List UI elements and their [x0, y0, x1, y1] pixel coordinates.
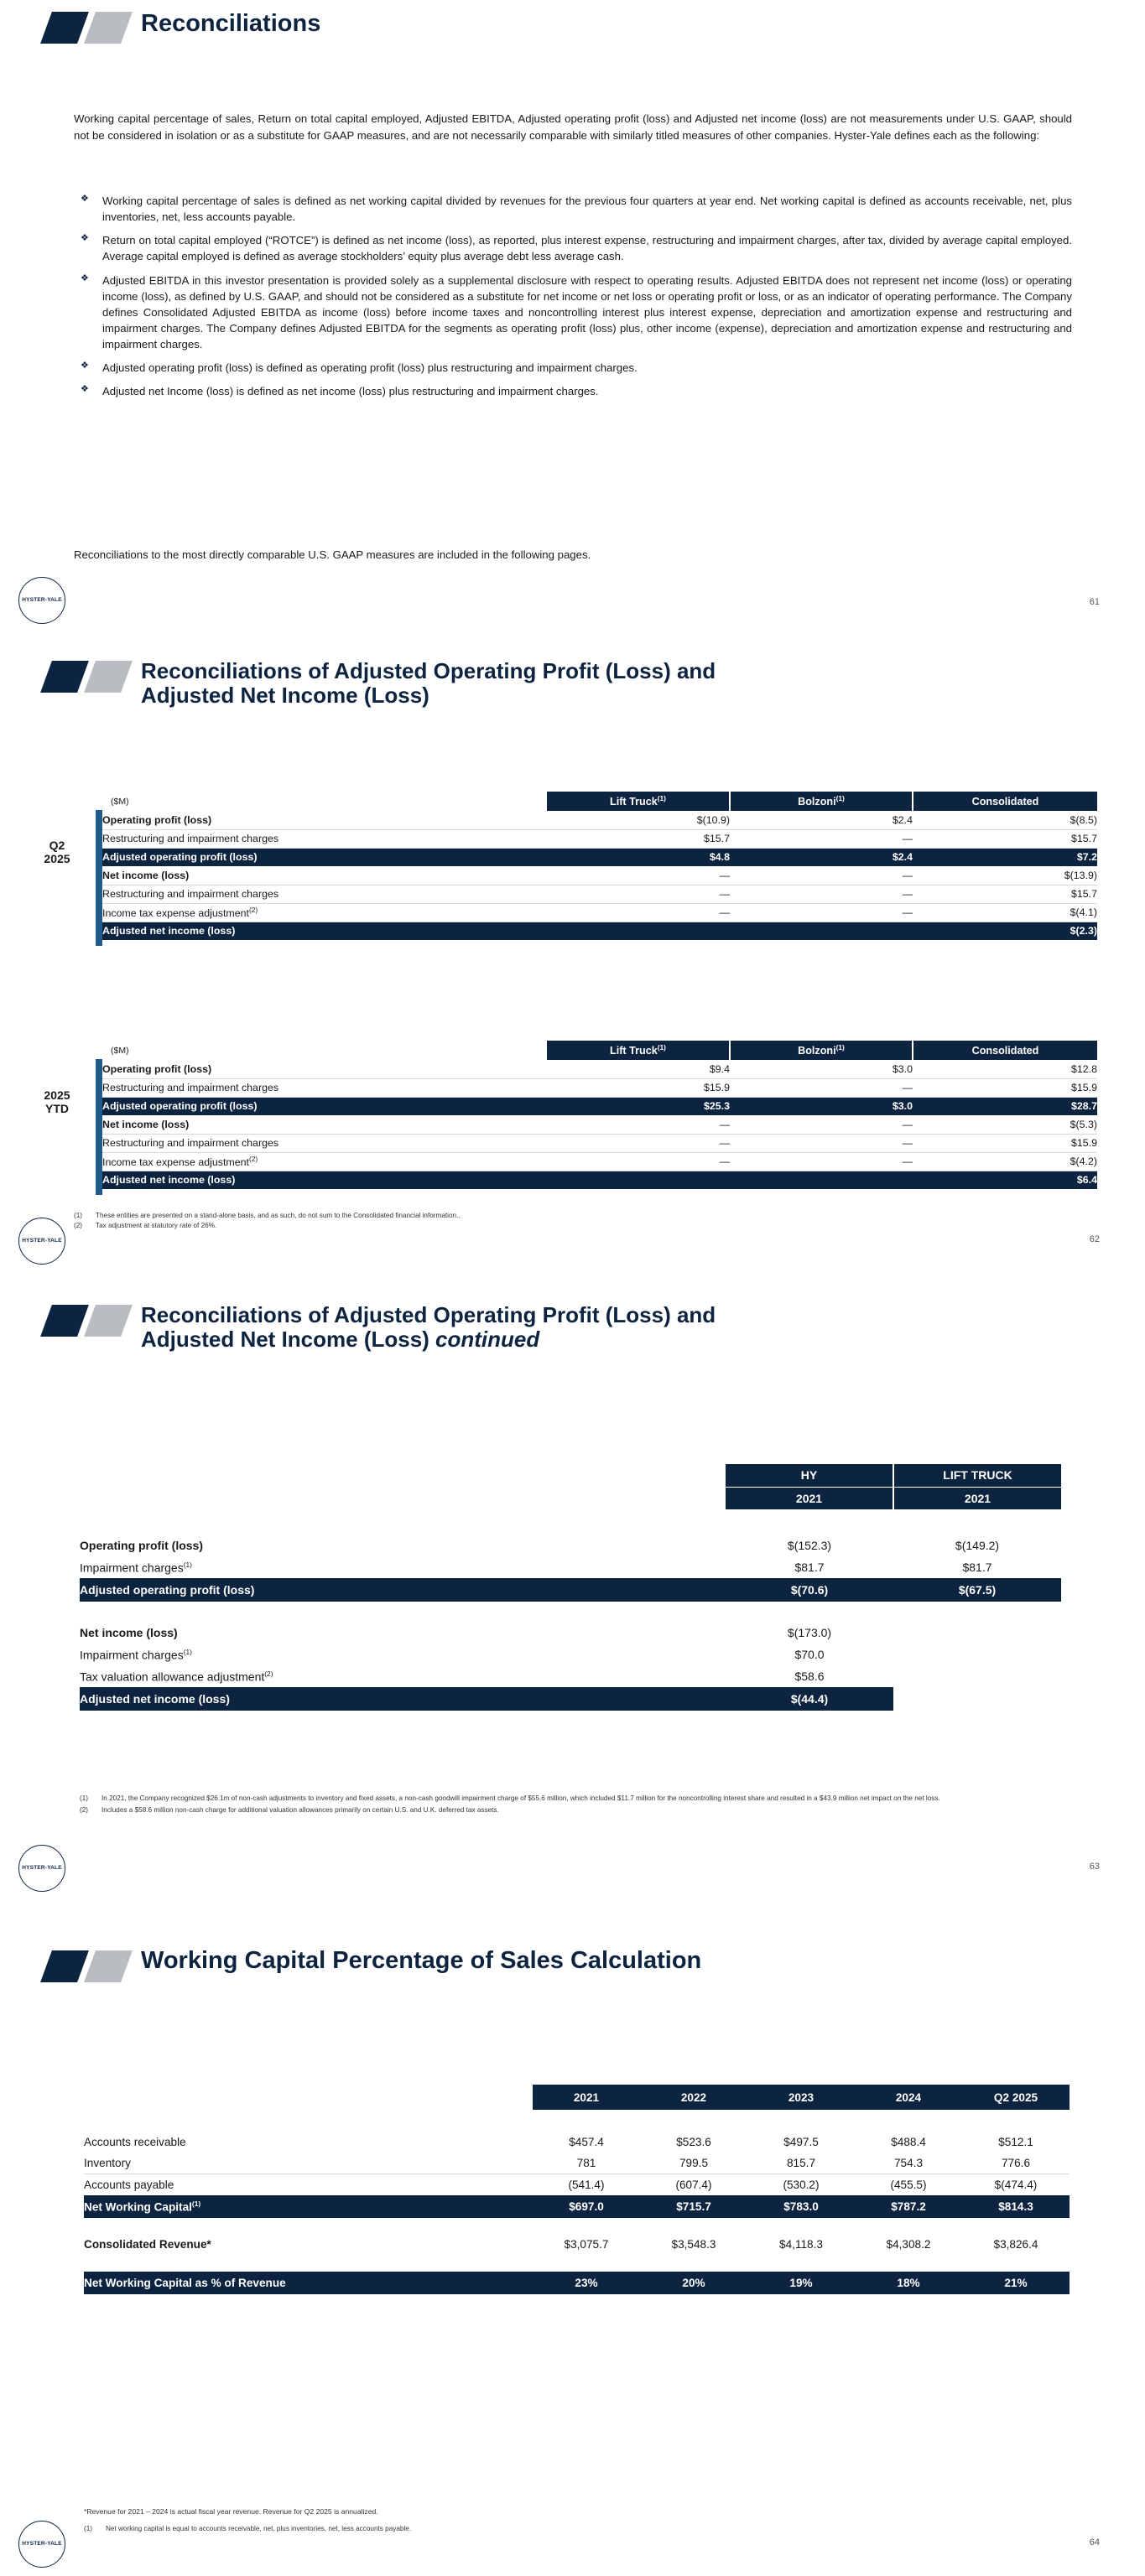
- row-value: —: [719, 1156, 730, 1167]
- row-value: $81.7: [794, 1561, 825, 1574]
- row-value: —: [902, 1156, 913, 1167]
- table-row: [102, 1152, 1097, 1171]
- brand-mark-icon: [46, 1305, 147, 1337]
- row-value: $(44.4): [726, 1687, 893, 1711]
- table-row-highlight: [84, 2195, 1070, 2218]
- row-value: (607.4): [675, 2178, 712, 2191]
- table-row: [102, 829, 1097, 848]
- row-value: —: [902, 869, 913, 881]
- page-number: 63: [1089, 1862, 1100, 1872]
- row-value: $(10.9): [696, 813, 730, 826]
- row-value: (541.4): [568, 2178, 605, 2191]
- row-value: $488.4: [891, 2136, 926, 2148]
- row-value: $3.0: [892, 1100, 913, 1113]
- row-label: Adjusted operating profit (loss): [102, 1100, 258, 1113]
- row-value: —: [719, 1137, 730, 1149]
- period-accent-bar-q2: [96, 810, 102, 946]
- row-label: Impairment charges$^{(1)}$: [80, 1560, 192, 1575]
- page-title-line2: Adjusted Net Income (Loss): [141, 683, 429, 709]
- column-header-hy: HY: [726, 1464, 893, 1487]
- row-value: (530.2): [783, 2178, 820, 2191]
- row-label: Accounts receivable: [84, 2136, 186, 2148]
- row-value: $15.7: [1070, 888, 1097, 900]
- page-title: Working Capital Percentage of Sales Calculation: [141, 1947, 702, 1974]
- column-header-2021: 2021: [533, 2085, 640, 2110]
- row-value: $2.4: [892, 851, 913, 864]
- row-value: 21%: [1004, 2277, 1028, 2289]
- row-value: $(8.5): [1070, 813, 1097, 826]
- row-label: Consolidated Revenue*: [84, 2237, 211, 2251]
- row-value: —: [719, 906, 730, 918]
- row-value: $15.9: [1070, 1137, 1097, 1149]
- row-value: 781: [576, 2156, 596, 2169]
- page-title-line2: [141, 1327, 1022, 1352]
- row-value: 20%: [682, 2277, 705, 2289]
- row-label: Adjusted net income (loss): [80, 1687, 726, 1711]
- row-label: Restructuring and impairment charges: [102, 833, 279, 844]
- row-value: $4,308.2: [886, 2237, 931, 2251]
- period-label-ytd-line1: 2025: [44, 1088, 70, 1102]
- row-label: Accounts payable: [84, 2178, 174, 2191]
- note-star: *Revenue for 2021 – 2024 is actual fiscal year revenue. Revenue for Q2 2025 is annualized.: [84, 2507, 378, 2516]
- row-value: $58.6: [794, 1670, 825, 1683]
- row-label: Restructuring and impairment charges: [102, 1137, 279, 1149]
- row-value: $3,075.7: [564, 2237, 609, 2251]
- row-value: [547, 922, 730, 940]
- row-value: $4,118.3: [779, 2237, 823, 2251]
- row-value: $457.4: [569, 2136, 604, 2148]
- page-title-line2-main: Adjusted Net Income (Loss): [141, 1327, 436, 1353]
- period-accent-bar-ytd: [96, 1059, 102, 1195]
- table-row: [102, 885, 1097, 903]
- row-label: Income tax expense adjustment$^{(2)}$: [102, 1154, 258, 1169]
- slide-reconciliations-continued: [0, 1288, 1145, 1932]
- row-value: [730, 922, 913, 940]
- footnote-1: (1) Net working capital is equal to accounts receivable, net, plus inventories, net, less accounts payable.: [84, 2525, 412, 2532]
- row-value: $28.7: [1070, 1100, 1097, 1113]
- row-value: $15.7: [1070, 833, 1097, 844]
- table-row: [102, 1078, 1097, 1097]
- row-label: Income tax expense adjustment$^{(2)}$: [102, 905, 258, 920]
- row-value: $787.2: [891, 2200, 926, 2213]
- row-value: $523.6: [676, 2136, 711, 2148]
- list-item: ❖ Adjusted EBITDA in this investor presentation is provided solely as a supplemental disclosure with respect to operating results. Adjusted EBITDA does not represent net income (loss) or operating income (loss), as defined by U.S. GAAP, and should not be considered as a substitute for net income or net loss or operating profit or loss, or as an indicator of operating performance. The Company defines Consolidated Adjusted EBITDA as income (loss) before income taxes and noncontrolling interest plus interest expense, depreciation and amortization expense and restructuring and impairment charges. The Company defines Adjusted EBITDA for the segments as operating profit (loss) plus, other income (expense), depreciation and amortization expense and restructuring and impairment charges.: [74, 273, 1072, 353]
- table-row-highlight: [102, 922, 1097, 940]
- row-value: $(70.6): [790, 1583, 829, 1597]
- table-row-highlight: [80, 1687, 1061, 1711]
- company-logo: HYSTER-YALE: [18, 2521, 65, 2568]
- row-label: Net Working Capital as % of Revenue: [84, 2277, 286, 2289]
- row-value: $70.0: [794, 1648, 825, 1661]
- row-value: $(2.3): [1070, 925, 1097, 937]
- row-value: $12.8: [1070, 1062, 1097, 1075]
- footnote-2: (2) Includes a $58.6 million non-cash charge for additional valuation allowances primarily on certain U.S. and U.K. deferred tax assets.: [80, 1805, 499, 1814]
- page-title-line1: Reconciliations of Adjusted Operating Profit (Loss) and: [141, 1302, 716, 1327]
- row-value: $(13.9): [1064, 869, 1097, 881]
- row-value: —: [719, 888, 730, 900]
- slide-working-capital: [0, 1932, 1145, 2576]
- row-value: 776.6: [1001, 2156, 1031, 2169]
- row-value: $814.3: [998, 2200, 1033, 2213]
- row-label: Tax valuation allowance adjustment$^{(2)}$: [80, 1669, 273, 1684]
- row-label: Operating profit (loss): [102, 1062, 212, 1075]
- table-hy-lift-truck: [80, 1464, 1061, 1711]
- row-value: $(152.3): [787, 1539, 832, 1552]
- table-row-highlight: [84, 2272, 1070, 2294]
- table-row-highlight: [102, 1171, 1097, 1189]
- table-2025-ytd: [102, 1041, 1097, 1189]
- row-value: $15.7: [703, 833, 730, 844]
- row-value: $15.9: [703, 1082, 730, 1093]
- table-row: [102, 866, 1097, 885]
- slide-reconciliations-adjusted-op-profit: [0, 644, 1145, 1288]
- column-year-lift-truck: 2021: [893, 1487, 1061, 1509]
- table-header-row: [84, 2085, 1070, 2110]
- row-label: Net income (loss): [102, 869, 190, 881]
- page-title-continued: continued: [435, 1327, 540, 1353]
- row-value: 754.3: [893, 2156, 924, 2169]
- row-value: $6.4: [1076, 1174, 1097, 1187]
- table-row: [102, 811, 1097, 829]
- slide-reconciliations: [0, 0, 1145, 644]
- table-row-highlight: [102, 1097, 1097, 1115]
- column-header-lift-truck: Lift Truck$^{(1)}$: [547, 792, 730, 811]
- column-header-q2-2025: Q2 2025: [962, 2085, 1070, 2110]
- footnote-1: (1) In 2021, the Company recognized $26.1m of non-cash adjustments to inventory and fixed assets, a non-cash goodwill impairment charge of $55.6 million, which included $11.7 million for the noncontrolling interest share and resulted in a $43.9 million net impact on the net loss.: [80, 1794, 940, 1802]
- row-label: Adjusted net income (loss): [102, 925, 236, 937]
- row-value: $2.4: [892, 813, 913, 826]
- period-label-q2-line2: 2025: [44, 852, 70, 866]
- row-value: [730, 1171, 913, 1189]
- row-value: $(173.0): [787, 1626, 832, 1639]
- page-title: [141, 659, 896, 708]
- table-header-row: [102, 792, 1097, 811]
- table-row-highlight: [102, 848, 1097, 866]
- unit-label: ($M): [111, 796, 129, 807]
- row-value: [547, 1171, 730, 1189]
- row-label: Adjusted net income (loss): [102, 1174, 236, 1187]
- row-value: —: [902, 1118, 913, 1130]
- column-header-2024: 2024: [855, 2085, 962, 2110]
- row-label: Restructuring and impairment charges: [102, 1082, 279, 1093]
- definitions-list: [74, 193, 1072, 408]
- row-value: $783.0: [783, 2200, 819, 2213]
- page-number: 62: [1089, 1234, 1100, 1244]
- table-row: [102, 903, 1097, 922]
- row-value: (455.5): [890, 2178, 927, 2191]
- table-subheader-row: [80, 1487, 1061, 1509]
- table-row: [102, 1060, 1097, 1078]
- table-working-capital: [84, 2085, 1070, 2294]
- table-row: [80, 1535, 1061, 1556]
- row-value: $9.4: [709, 1062, 730, 1075]
- list-item: ❖ Adjusted operating profit (loss) is defined as operating profit (loss) plus restructuring and impairment charges.: [74, 360, 1072, 376]
- page-title: [141, 1303, 1022, 1352]
- list-item: ❖ Adjusted net Income (loss) is defined as net income (loss) plus restructuring and impairment charges.: [74, 383, 1072, 399]
- page-number: 61: [1089, 597, 1100, 607]
- row-value: —: [719, 869, 730, 881]
- column-header-consolidated: Consolidated: [913, 1041, 1097, 1060]
- row-value: $(474.4): [994, 2178, 1038, 2191]
- row-value: $512.1: [998, 2136, 1033, 2148]
- row-label: Restructuring and impairment charges: [102, 888, 279, 900]
- row-value: —: [902, 1137, 913, 1149]
- row-label: Operating profit (loss): [102, 813, 212, 826]
- company-logo: HYSTER-YALE: [18, 1845, 65, 1892]
- row-value: $3.0: [892, 1062, 913, 1075]
- row-label: Impairment charges$^{(1)}$: [80, 1647, 192, 1662]
- table-row: [84, 2174, 1070, 2195]
- list-item: ❖ Return on total capital employed (“ROTCE”) is defined as net income (loss), as reported, plus interest expense, restructuring and impairment charges, after tax, divided by average capital employed. Average capital employed is defined as average stockholders’ equity plus average debt less average cash.: [74, 232, 1072, 264]
- footnote-1: (1) These entities are presented on a stand-alone basis, and as such, do not sum to the Consolidated financial information..: [74, 1212, 461, 1219]
- footnote-2: (2) Tax adjustment at statutory rate of 26%.: [74, 1221, 217, 1229]
- row-value: $(5.3): [1070, 1118, 1097, 1130]
- row-value: $3,826.4: [993, 2237, 1038, 2251]
- intro-paragraph: Working capital percentage of sales, Return on total capital employed, Adjusted EBITDA, Adjusted operating profit (loss) and Adjusted net income (loss) are not measurements under U.S. GAAP, should not be considered in isolation or as a substitute for GAAP measures, and are not necessarily comparable with similarly titled measures of other companies. Hyster-Yale defines each as the following:: [74, 112, 1072, 142]
- row-label: Net Working Capital$^{(1)}$: [84, 2199, 201, 2214]
- row-value: —: [902, 888, 913, 900]
- row-value: $(4.1): [1070, 906, 1097, 918]
- row-value: 815.7: [786, 2156, 816, 2169]
- table-row: [80, 1622, 1061, 1644]
- row-value: $(67.5): [958, 1583, 997, 1597]
- page-title-line1: Reconciliations of Adjusted Operating Profit (Loss) and: [141, 658, 716, 683]
- row-value: $81.7: [962, 1561, 992, 1574]
- row-label: Adjusted operating profit (loss): [102, 851, 258, 864]
- period-label-q2-line1: Q2: [49, 839, 65, 852]
- period-label-ytd-line2: YTD: [45, 1102, 69, 1116]
- row-value: $3,548.3: [671, 2237, 716, 2251]
- column-header-lift-truck: Lift Truck$^{(1)}$: [547, 1041, 730, 1060]
- table-row: [84, 2132, 1070, 2153]
- row-value: $7.2: [1076, 851, 1097, 864]
- row-value: $697.0: [569, 2200, 604, 2213]
- row-value: $497.5: [783, 2136, 819, 2148]
- table-row: [102, 1134, 1097, 1152]
- period-label-q2: [23, 839, 91, 865]
- table-header-row: [80, 1464, 1061, 1487]
- row-label: Net income (loss): [80, 1626, 178, 1639]
- brand-mark-icon: [46, 1950, 147, 1982]
- row-value: $(149.2): [955, 1539, 1000, 1552]
- unit-label: ($M): [111, 1045, 129, 1056]
- column-header-2022: 2022: [640, 2085, 747, 2110]
- column-header-lift-truck: LIFT TRUCK: [893, 1464, 1061, 1487]
- company-logo: HYSTER-YALE: [18, 577, 65, 624]
- table-row-highlight: [80, 1578, 1061, 1602]
- row-label: Adjusted operating profit (loss): [80, 1583, 255, 1597]
- column-header-consolidated: Consolidated: [913, 792, 1097, 811]
- column-header-2023: 2023: [747, 2085, 855, 2110]
- brand-mark-icon: [46, 12, 147, 44]
- row-label: Inventory: [84, 2156, 131, 2169]
- footnotes: [74, 1211, 1022, 1231]
- table-row: [80, 1665, 1061, 1687]
- table-q2-2025: [102, 792, 1097, 940]
- column-header-bolzoni: Bolzoni$^{(1)}$: [730, 792, 913, 811]
- table-row: [80, 1556, 1061, 1578]
- table-header-row: [102, 1041, 1097, 1060]
- row-value: 18%: [897, 2277, 920, 2289]
- row-value: $25.3: [703, 1100, 730, 1113]
- row-value: —: [902, 1082, 913, 1093]
- brand-mark-icon: [46, 661, 147, 693]
- row-value: 23%: [575, 2277, 598, 2289]
- closing-note: Reconciliations to the most directly comparable U.S. GAAP measures are included in the following pages.: [74, 548, 591, 561]
- row-value: $715.7: [676, 2200, 711, 2213]
- period-label-ytd: [23, 1088, 91, 1115]
- table-row: [102, 1115, 1097, 1134]
- row-value: $15.9: [1070, 1082, 1097, 1093]
- row-value: —: [719, 1118, 730, 1130]
- row-value: $4.8: [709, 851, 730, 864]
- row-value: —: [902, 833, 913, 844]
- table-row: [84, 2153, 1070, 2174]
- row-value: 19%: [789, 2277, 813, 2289]
- row-value: $(4.2): [1070, 1156, 1097, 1167]
- row-value: —: [902, 906, 913, 918]
- page-number: 64: [1089, 2537, 1100, 2547]
- company-logo: HYSTER-YALE: [18, 1218, 65, 1265]
- row-label: Net income (loss): [102, 1118, 190, 1130]
- column-header-bolzoni: Bolzoni$^{(1)}$: [730, 1041, 913, 1060]
- table-row: [84, 2233, 1070, 2255]
- list-item: ❖ Working capital percentage of sales is defined as net working capital divided by revenues for the previous four quarters at year end. Net working capital is defined as accounts receivable, net, plus inventories, net, less accounts payable.: [74, 193, 1072, 225]
- row-value: 799.5: [679, 2156, 709, 2169]
- table-row: [80, 1644, 1061, 1665]
- row-label: Operating profit (loss): [80, 1539, 203, 1552]
- footnotes: [80, 1794, 1070, 1815]
- page-title: Reconciliations: [141, 10, 321, 37]
- column-year-hy: 2021: [726, 1487, 893, 1509]
